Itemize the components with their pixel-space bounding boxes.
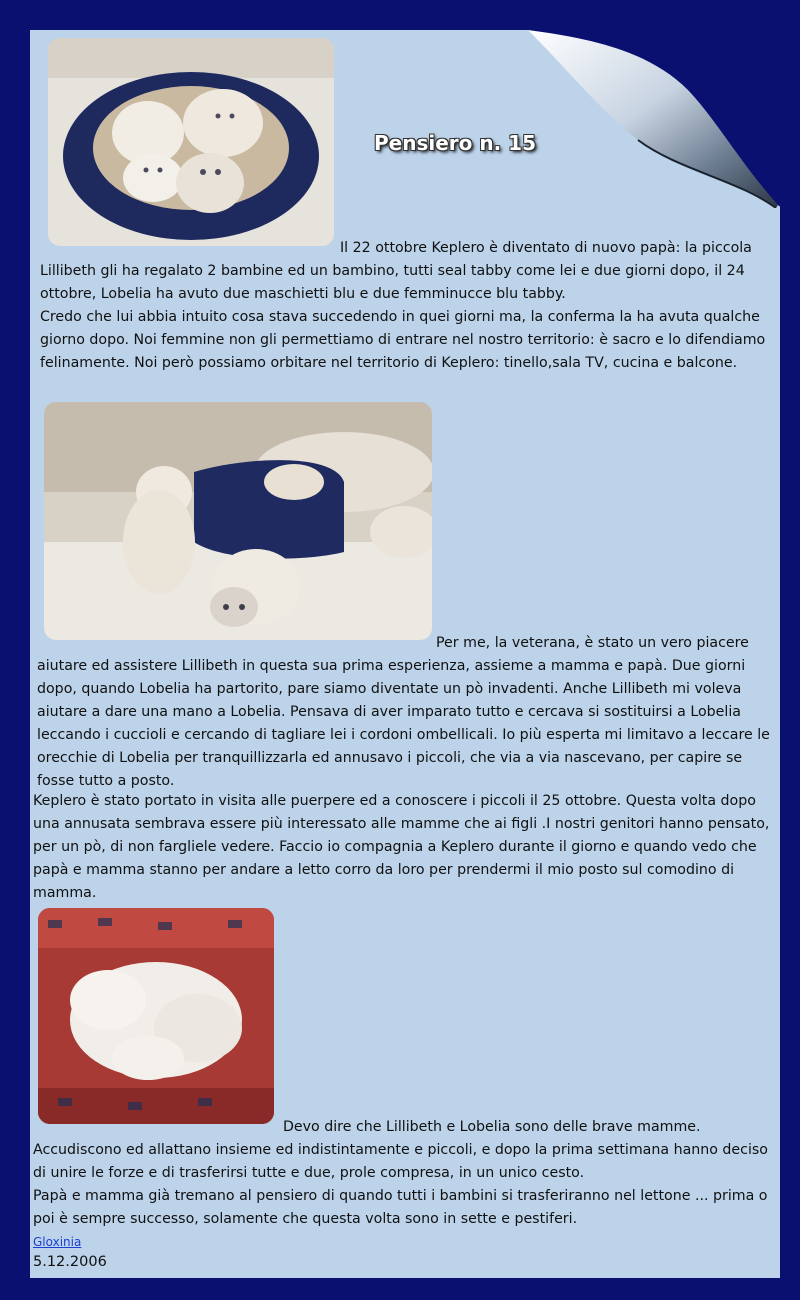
paragraph-1-rest: Lillibeth gli ha regalato 2 bambine ed un bambino, tutti seal tabby come lei e due giorni dopo, il 24 ottobre, Lobelia ha avuto due maschietti blu e due femminucce blu tabby.: [40, 263, 745, 302]
paragraph-1-first-line: Il 22 ottobre Keplero è diventato di nuovo papà: la piccola: [340, 240, 752, 256]
kittens-basket-photo: [48, 38, 334, 246]
paragraph-4: Keplero è stato portato in visita alle puerpere ed a conoscere i piccoli il 25 ottobre. Questa volta dopo una annusata sembrava essere più interessato alle mamme che ai figli .I nostri genitori hanno pensato, per un pò, di non fargliele vedere. Faccio io compagnia a Keplero durante il giorno e quando vedo che papà e mamma stanno per andare a letto corro da loro per prendermi il mio posto sul comodino di mamma.: [33, 793, 770, 901]
cat-and-kittens-bed-photo: [44, 402, 432, 640]
publish-date: 5.12.2006: [33, 1254, 107, 1270]
paragraph-3-first-line: Per me, la veterana, è stato un vero piacere: [436, 635, 749, 651]
paragraph-3-rest: aiutare ed assistere Lillibeth in questa sua prima esperienza, assieme a mamma e papà. Due giorni dopo, quando Lobelia ha partorito, pare siamo diventate un pò invadenti. Anche Lillibeth mi voleva aiutare a dare una mano a Lobelia. Pensava di aver imparato tutto e cercava si sostituirsi a Lobelia leccando i cuccioli e cercando di tagliare lei i cordoni ombellicali. Io più esperta mi limitavo a leccare le orecchie di Lobelia per tranquillizzarla ed annusavo i piccoli, che via a via nascevano, per capire se fosse tutto a posto.: [37, 658, 770, 789]
page-curl-decoration: [528, 30, 782, 208]
paragraph-5-first-line: Devo dire che Lillibeth e Lobelia sono delle brave mamme.: [283, 1119, 701, 1135]
nursing-kittens-rug-photo: [38, 908, 274, 1124]
paragraph-5-rest: Accudiscono ed allattano insieme ed indistintamente e piccoli, e dopo la prima settimana hanno deciso di unire le forze e di trasferirsi tutte e due, prole compresa, in un unico cesto.: [33, 1142, 768, 1181]
paragraph-2: Credo che lui abbia intuito cosa stava succedendo in quei giorni ma, la conferma la ha avuta qualche giorno dopo. Noi femmine non gli permettiamo di entrare nel nostro territorio: è sacro e lo difendiamo felinamente. Noi però possiamo orbitare nel territorio di Keplero: tinello,sala TV, cucina e balcone.: [40, 309, 766, 371]
author-link[interactable]: Gloxinia: [33, 1235, 82, 1249]
paragraph-6: Papà e mamma già tremano al pensiero di quando tutti i bambini si trasferiranno nel lettone ... prima o poi è sempre successo, solamente che questa volta sono in sette e pestiferi.: [33, 1188, 768, 1227]
page-title: Pensiero n. 15: [374, 131, 536, 155]
